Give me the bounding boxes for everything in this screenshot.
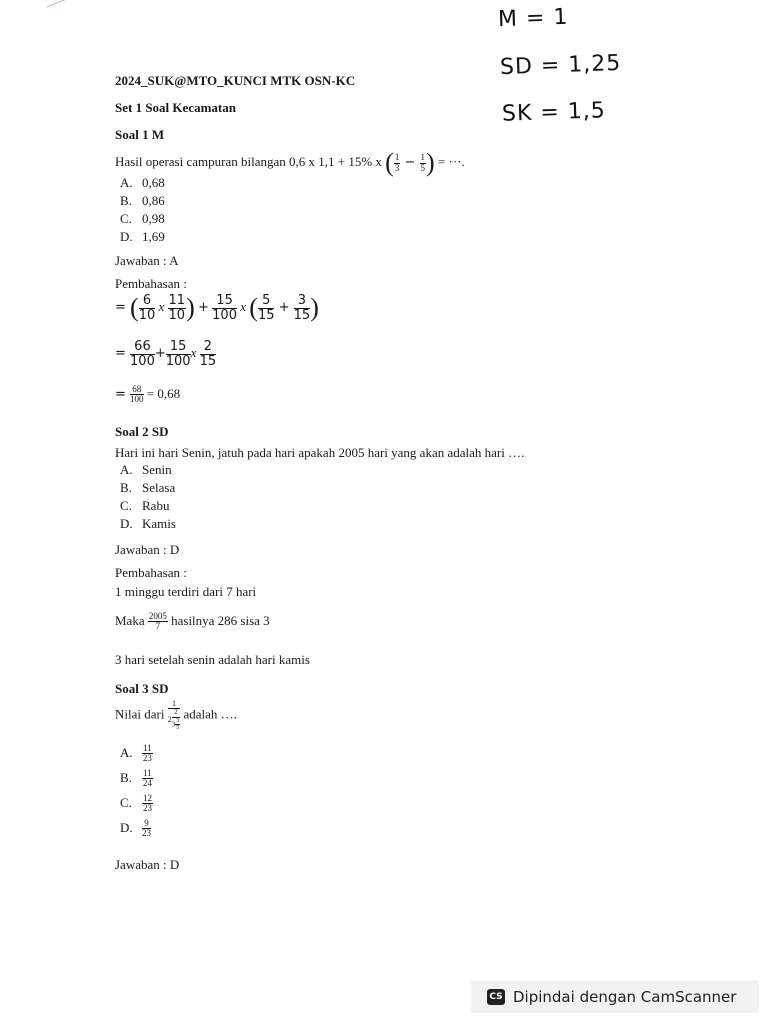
q2-maka: Maka	[115, 612, 145, 628]
q2-heading: Soal 2 SD	[115, 424, 169, 439]
q2-option-d: D. Kamis	[120, 516, 176, 531]
handwritten-sk: SK = 1,5	[501, 98, 607, 127]
q3-prompt-suffix: adalah ….	[183, 706, 237, 722]
frac-1-3: $\frac{1}{3}$	[394, 152, 400, 173]
q3-option-d: D. $\frac{9}{23}$	[120, 818, 151, 839]
camscanner-text: Dipindai dengan CamScanner	[513, 988, 737, 1006]
q3-option-b: B. $\frac{11}{24}$	[120, 768, 152, 789]
q3-nested-fraction: 1 2 2 3 $\frac{3}{5}$	[167, 699, 180, 732]
q2-discussion: Pembahasan :	[115, 565, 187, 580]
q3-heading: Soal 3 SD	[115, 681, 169, 696]
q2-option-b: B. Selasa	[120, 480, 176, 495]
set-title: Set 1 Soal Kecamatan	[115, 100, 236, 115]
q1-option-a: A. 0,68	[120, 175, 165, 190]
camscanner-logo-icon: CS	[487, 989, 505, 1005]
q1-final: = 0,68	[146, 385, 181, 401]
handwritten-sd: SD = 1,25	[499, 50, 622, 81]
q2-line3: 3 hari setelah senin adalah hari kamis	[115, 652, 310, 667]
camscanner-watermark	[471, 981, 759, 1013]
q1-answer: Jawaban : A	[115, 253, 179, 268]
q3-prompt-text: Nilai dari	[115, 706, 165, 722]
scan-mark	[47, 0, 82, 19]
handwritten-m: M = 1	[497, 4, 569, 33]
q1-option-b: B. 0,86	[120, 193, 165, 208]
frac-2005-7: $\frac{2005}{7}$	[148, 611, 167, 632]
q2-option-c: C. Rabu	[120, 498, 170, 513]
q2-line2	[115, 612, 270, 632]
q3-option-c: C. $\frac{12}{23}$	[120, 793, 152, 814]
q2-result: hasilnya 286 sisa 3	[171, 612, 270, 628]
q1-option-d: D. 1,69	[120, 229, 165, 244]
q1-prompt: Hasil operasi campuran bilangan 0,6 x 1,1 + 15% x ( $\frac{1}{3}$ − $\frac{1}{5}$ ) = ···.	[115, 148, 465, 177]
q2-option-a: A. Senin	[120, 462, 172, 477]
frac-1-5: $\frac{1}{5}$	[420, 152, 425, 173]
q3-option-a: A. $\frac{11}{23}$	[120, 743, 152, 764]
q1-option-c: C. 0,98	[120, 211, 165, 226]
q1-step1: = ( $\frac{6}{10}$ x $\frac{11}{10}$ ) + $\frac{15}{100}$ x ( $\frac{5}{15}$ + $\frac{3}{15}$ )	[115, 292, 319, 323]
q3-prompt	[115, 700, 237, 731]
q1-prompt-suffix: = ···.	[437, 153, 465, 169]
document-title: 2024_SUK@MTO_KUNCI MTK OSN-KC	[115, 73, 356, 88]
q2-answer: Jawaban : D	[115, 542, 180, 557]
q1-heading: Soal 1 M	[115, 127, 165, 142]
q1-step2: = $\frac{66}{100}$ + $\frac{15}{100}$ x $\frac{2}{15}$	[115, 339, 217, 369]
q1-discussion: Pembahasan :	[115, 276, 187, 291]
q1-prompt-text: Hasil operasi campuran bilangan 0,6 x 1,1 + 15% x	[115, 153, 382, 169]
q2-line1: 1 minggu terdiri dari 7 hari	[115, 584, 257, 599]
q3-answer: Jawaban : D	[115, 857, 180, 872]
q2-prompt: Hari ini hari Senin, jatuh pada hari apakah 2005 hari yang akan adalah hari ….	[115, 445, 525, 460]
q1-step3: = $\frac{68}{100}$ = 0,68	[115, 384, 181, 405]
